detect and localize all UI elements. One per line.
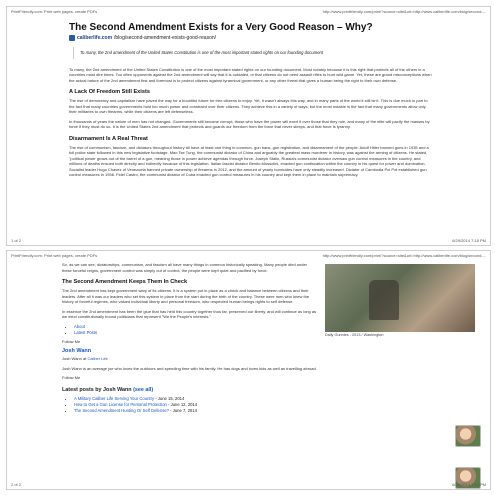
link-about[interactable]: • About (74, 324, 317, 330)
follow-me-2[interactable]: Follow Me (62, 375, 81, 381)
paragraph-6: The 2nd amendment has kept government wary of its citizens. It is a system put in place as a check and balance between citizens and their leaders. After all it was our leaders who set this system in place from the start during the birth of the country. These were men who knew the history of forceful regimes, who valued individual liberty and personal freedom, who respected human beings rights to self defense. (62, 288, 310, 305)
follow-me[interactable]: Follow Me (62, 338, 81, 344)
print-header (7, 251, 490, 262)
page2-sidebar (325, 262, 475, 489)
photo-caption: Daily Gunnies - 2013 / Washington (325, 333, 384, 337)
print-footer (11, 238, 486, 243)
latest-posts-heading: Latest posts by Josh Wann (see all) (62, 386, 154, 393)
author-bio: Josh Wann is an average joe who loves the outdoors and spending time with his family. He has dogs and loves kids as well as travelling abroad. (62, 365, 317, 371)
page2-main (62, 262, 317, 489)
latest-post[interactable]: • The Second Amendment Hunting Or Self Defense? - June 7, 2014 (74, 408, 317, 414)
header-right: http://www.printfriendly.com/print/?source=site&url=http://www.caliberlife.com/blog/second-... (322, 9, 486, 14)
article-photo (325, 264, 475, 332)
author-links (68, 324, 317, 336)
page2-layout (7, 262, 490, 489)
print-header (7, 7, 490, 18)
author-line: Josh Wann at Caliber Life (62, 356, 108, 362)
author-thumbnail-1 (455, 425, 481, 447)
print-timestamp: 6/29/2014 7:18 PM (452, 238, 486, 243)
article-content (7, 22, 490, 178)
caliber-life-logo-icon (69, 35, 75, 41)
print-page-1 (6, 6, 491, 246)
paragraph-5: So, as we can see, dictatorships, communism, and fascism all have many things in common historically speaking. Many people died under these forceful reigns, government control was simply out of control, the people were kept quiet and pacified by force. (62, 262, 308, 273)
latest-post[interactable]: • A Military Caliber Life Serving Your Country - June 15, 2014 (74, 396, 317, 402)
author-site-link[interactable]: Caliber Life (87, 356, 108, 362)
article-quote: To many, the 2nd amendment of the United States Constitution is one of the most important stated rights on our founding document (73, 47, 432, 59)
source-path: /blog/second-amendment-exists-good-reason/ (114, 35, 217, 41)
print-timestamp: 6/29/2014 7:18 PM (452, 482, 486, 487)
print-page-2 (6, 250, 491, 490)
link-latest-posts[interactable]: • Latest Posts (74, 330, 317, 336)
article-title: The Second Amendment Exists for a Very Good Reason – Why? (69, 22, 373, 33)
page-number: 2 of 2 (11, 482, 22, 487)
paragraph-1: To many, the 2nd amendment of the United States Constitution is one of the most important stated rights on our founding document. Most notably because it is this right that protects all of the others in a countries most dire times. Too often opponents against the 2nd amendment will say that it is outdated, or that citizens do not need assault rifles to hunt wild game. Yet, these are grand misconceptions when the actual nature of the 2nd amendment first and foremost is to protect citizens against tyrannical government, or any other threat that gives a human being the right to their own defense. (69, 66, 432, 83)
print-footer (11, 482, 486, 487)
paragraph-3: In thousands of years the nature of men has not changed. Governments still become corrupt, those who have the power will exert it over those that they rule, and many of the elite will pacify the masses by force if they must do so. It is the United States 2nd amendment that protects and guards our freedom from the force that never sleeps, and that force is tyranny. (69, 118, 430, 130)
paragraph-2: The rise of democracy and capitalism have paved the way for a bountiful future for free citizens to enjoy. Yet, it wasn't always this way, and in many parts of the world it still isn't. This is due much in part to the fact that many countries governments hold too much power and constraint over their citizens. They achieve this in a variety of ways, but the most notable is the fact that many governments allow only their militaries to own firearms, while their citizens are left defenseless. (69, 98, 428, 115)
header-right: http://www.printfriendly.com/print/?source=site&url=http://www.caliberlife.com/blog/second-... (322, 253, 486, 258)
heading-check: The Second Amendment Keeps Them In Check (62, 279, 188, 286)
see-all-link[interactable]: (see all) (133, 386, 154, 393)
heading-disarmament: Disarmament Is A Real Threat (69, 135, 148, 142)
latest-post[interactable]: • How to Get a Gun License for Personal Protection - June 12, 2014 (74, 402, 317, 408)
paragraph-4: The rise of communism, fascism, and dictators throughout history all have at least one thing in common, gun bans, gun registration, and disarmament of the people. Adolf Hitler banned guns in 1935 and a full police state followed in this new legislative footstage. Mao Tse Tung, the communist dictator of China and arguably the greatest mass murderer in history, was against the arming of citizens. He stated, "political power grows out of the barrel of a gun, meaning those in power achieve agendas through force. Joseph Stalin, Russia's communist dictator oversaw gun control measures in the country, and millions of deaths ensued both directly and indirectly because of this legislation. Italian fascist dictator Benito Mussolini, enacted gun confiscation within the country in his quest for power and domination. Socialist leader Hugo Chavez of Venezuela banned private ownership of firearms in 2012, and the amount of yearly homicides have only steadily increased. Dictator of Cambodia Pol Pot established gun control measures in 1956. Fidel Castro, the communist dictator of Cuba enacted gun control measures in his country and kept them in place to maintain supremacy. (69, 144, 429, 178)
author-name[interactable]: Josh Wann (62, 348, 92, 355)
source-domain: caliberlife.com (77, 35, 113, 41)
heading-freedom: A Lack Of Freedom Still Exists (69, 89, 150, 96)
paragraph-7: In essence the 2nd amendment has been the glue that has held this country together thus far, preserved our liberty, and will continue as long as we elect constitutionally bound politicians that represent "We the People's interests." (62, 308, 317, 320)
author-box (62, 348, 317, 354)
header-left: PrintFriendly.com: Print web pages, create PDFs (11, 9, 98, 14)
latest-posts-list (68, 396, 317, 414)
article-source-url[interactable] (69, 35, 432, 41)
header-left: PrintFriendly.com: Print web pages, create PDFs (11, 253, 98, 258)
page-number: 1 of 2 (11, 238, 22, 243)
